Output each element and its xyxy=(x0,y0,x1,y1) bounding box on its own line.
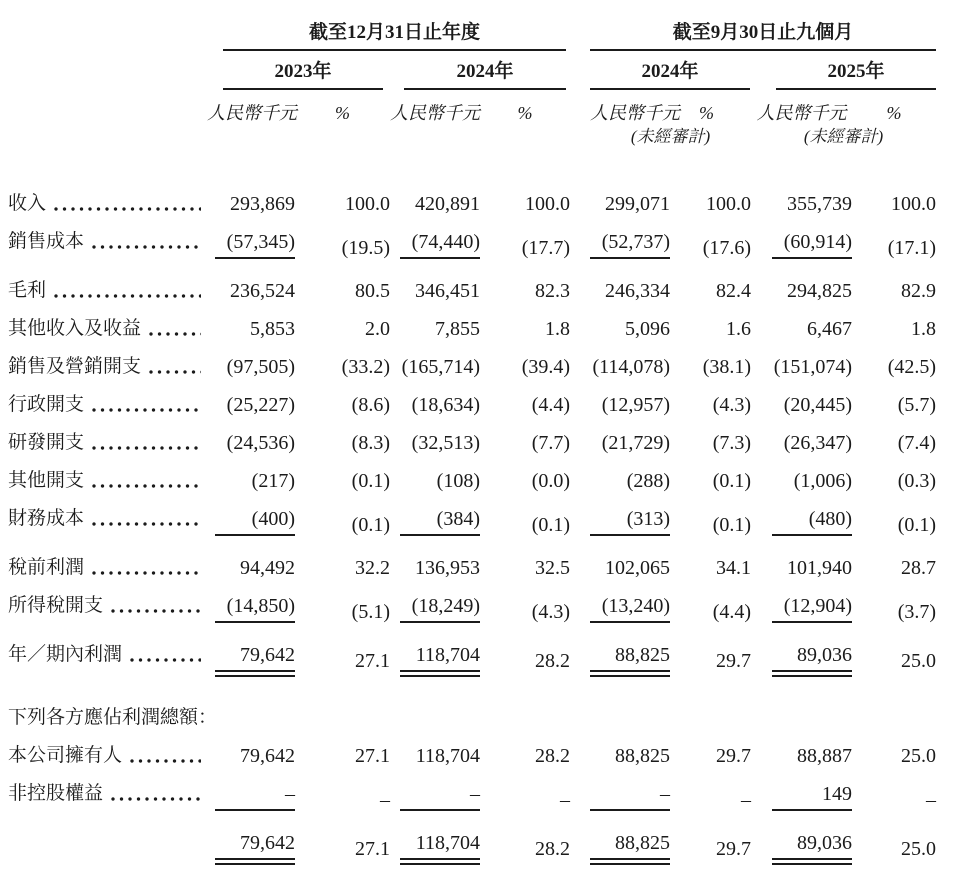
dot-leader xyxy=(92,445,201,451)
dot-leader xyxy=(130,758,201,764)
year-label: 2023年 xyxy=(223,61,383,90)
amount-cell: (14,850) xyxy=(207,587,295,636)
amount-cell: 101,940 xyxy=(787,557,853,579)
column-gutter xyxy=(570,500,590,549)
amount-cell: 88,825 xyxy=(590,824,662,884)
year-label: 2024年 xyxy=(404,61,566,90)
table-row xyxy=(8,636,936,691)
percent-cell: (4.4) xyxy=(531,394,571,416)
amount-cell: 118,704 xyxy=(415,745,480,767)
amount-cell: (26,347) xyxy=(783,432,853,454)
dot-leader xyxy=(92,244,201,250)
percent-cell: (33.2) xyxy=(341,356,390,378)
amount-cell: 346,451 xyxy=(415,280,480,302)
header-spacer xyxy=(8,90,207,124)
percent-cell: (5.7) xyxy=(897,394,937,416)
amount-cell: 94,492 xyxy=(240,557,295,579)
percent-cell: 100.0 xyxy=(525,193,571,215)
percent-cell: 34.1 xyxy=(716,557,752,579)
percent-cell: 32.5 xyxy=(535,557,571,579)
row-label: 非控股權益 xyxy=(8,775,207,818)
percent-cell: (0.1) xyxy=(897,514,937,536)
row-label: 所得稅開支 xyxy=(8,587,207,630)
amount-cell: (151,074) xyxy=(773,356,853,378)
percent-cell: 100.0 xyxy=(345,193,390,215)
amount-cell: (60,914) xyxy=(751,223,852,272)
table-body xyxy=(8,147,936,884)
year-header-2024-interim xyxy=(590,51,751,90)
amount-cell: (165,714) xyxy=(401,356,480,378)
column-gutter xyxy=(570,775,590,824)
column-gutter xyxy=(570,549,590,587)
income-statement-table xyxy=(8,6,936,884)
amount-cell: 420,891 xyxy=(415,193,480,215)
amount-cell: (57,345) xyxy=(207,223,295,272)
dot-leader xyxy=(92,521,201,527)
percent-cell: 1.8 xyxy=(545,318,571,340)
amount-cell: 294,825 xyxy=(787,280,853,302)
table-row xyxy=(8,223,936,272)
percent-cell: (4.4) xyxy=(712,601,752,623)
header-spacer xyxy=(207,124,570,147)
table-row xyxy=(8,824,936,884)
amount-cell: 79,642 xyxy=(240,745,295,767)
percent-cell: (4.3) xyxy=(531,601,571,623)
amount-cell: (97,505) xyxy=(226,356,295,378)
unit-label: 人民幣千元 xyxy=(756,103,847,123)
row-label: 行政開支 xyxy=(8,386,207,424)
amount-cell: 89,036 xyxy=(751,824,852,884)
percent-cell: (0.0) xyxy=(531,470,571,492)
unaudited-header-row xyxy=(8,124,936,147)
unit-label: 人民幣千元 xyxy=(207,103,297,123)
percent-label: % xyxy=(517,103,533,123)
percent-cell: 82.4 xyxy=(716,280,752,302)
table-row xyxy=(8,147,936,223)
amount-cell: (52,737) xyxy=(590,223,662,272)
percent-cell: 28.2 xyxy=(535,745,571,767)
column-gutter xyxy=(570,51,590,90)
row-label: 其他收入及收益 xyxy=(8,310,207,348)
amount-cell: (25,227) xyxy=(226,394,295,416)
table-row xyxy=(8,424,936,462)
column-gutter xyxy=(570,424,590,462)
column-gutter xyxy=(570,124,590,147)
percent-cell: 27.1 xyxy=(355,650,390,672)
percent-cell: – xyxy=(926,789,937,811)
dot-leader xyxy=(130,657,201,663)
amount-cell: 88,887 xyxy=(797,745,853,767)
row-label: 收入 xyxy=(8,147,207,223)
percent-cell: 27.1 xyxy=(355,838,390,860)
row-label: 研發開支 xyxy=(8,424,207,462)
percent-cell: 27.1 xyxy=(355,745,390,767)
period-left-header-cell xyxy=(207,6,570,51)
column-gutter xyxy=(570,310,590,348)
percent-cell: 28.7 xyxy=(901,557,937,579)
amount-cell: (24,536) xyxy=(226,432,295,454)
amount-cell: 149 xyxy=(751,775,852,824)
percent-cell: 1.6 xyxy=(726,318,752,340)
row-label: 其他開支 xyxy=(8,462,207,500)
percent-cell: (3.7) xyxy=(897,601,937,623)
percent-cell: (17.6) xyxy=(702,237,752,259)
amount-cell: 7,855 xyxy=(435,318,480,340)
percent-cell: 25.0 xyxy=(901,745,937,767)
percent-cell: 100.0 xyxy=(706,193,752,215)
dot-leader xyxy=(111,608,201,614)
amount-cell: 5,853 xyxy=(250,318,295,340)
unit-header-row xyxy=(8,90,936,124)
amount-cell: 293,869 xyxy=(230,193,295,215)
percent-cell: (8.6) xyxy=(351,394,390,416)
amount-cell: (21,729) xyxy=(601,432,671,454)
dot-leader xyxy=(92,483,201,489)
row-label: 下列各方應佔利潤總額： xyxy=(8,707,218,728)
percent-cell: 82.3 xyxy=(535,280,571,302)
dot-leader xyxy=(92,570,201,576)
percent-cell: – xyxy=(560,789,571,811)
table-row xyxy=(8,348,936,386)
period-header-row xyxy=(8,6,936,51)
percent-cell: (7.4) xyxy=(897,432,937,454)
dot-leader xyxy=(92,407,201,413)
percent-cell: (0.1) xyxy=(351,470,390,492)
table-row xyxy=(8,272,936,310)
amount-cell: 118,704 xyxy=(390,636,480,691)
column-gutter xyxy=(570,147,590,223)
percent-label: % xyxy=(886,103,902,123)
year-label: 2025年 xyxy=(776,61,936,90)
percent-cell: 25.0 xyxy=(901,650,937,672)
header-spacer xyxy=(8,6,207,51)
percent-cell: (0.1) xyxy=(531,514,571,536)
percent-cell: 29.7 xyxy=(716,745,752,767)
column-gutter xyxy=(570,824,590,884)
percent-cell: (7.7) xyxy=(531,432,571,454)
percent-cell: 28.2 xyxy=(535,650,571,672)
table-row xyxy=(8,775,936,824)
period-right-title: 截至9月30日止九個月 xyxy=(590,22,936,51)
amount-cell: 299,071 xyxy=(605,193,671,215)
amount-cell: 236,524 xyxy=(230,280,295,302)
table-row xyxy=(8,386,936,424)
percent-cell: (19.5) xyxy=(341,237,390,259)
percent-cell: 82.9 xyxy=(901,280,937,302)
row-label: 本公司擁有人 xyxy=(8,737,207,775)
table-row xyxy=(8,462,936,500)
row-label: 稅前利潤 xyxy=(8,549,207,587)
year-header-2023 xyxy=(207,51,390,90)
period-left-title: 截至12月31日止年度 xyxy=(223,22,566,51)
amount-cell: 6,467 xyxy=(807,318,853,340)
amount-cell: (12,957) xyxy=(601,394,671,416)
percent-cell: (5.1) xyxy=(351,601,390,623)
percent-cell: 80.5 xyxy=(355,280,390,302)
table-row xyxy=(8,500,936,549)
column-gutter xyxy=(570,90,590,124)
dot-leader xyxy=(149,331,201,337)
amount-cell: 118,704 xyxy=(390,824,480,884)
amount-cell: (13,240) xyxy=(590,587,662,636)
column-gutter xyxy=(570,272,590,310)
amount-cell: (32,513) xyxy=(411,432,480,454)
percent-label: % xyxy=(699,103,715,123)
percent-cell: 25.0 xyxy=(901,838,937,860)
percent-cell: (42.5) xyxy=(887,356,937,378)
percent-cell: (39.4) xyxy=(521,356,571,378)
unit-label: 人民幣千元 xyxy=(590,103,681,123)
dot-leader xyxy=(149,369,201,375)
year-label: 2024年 xyxy=(590,61,750,90)
column-gutter xyxy=(570,462,590,500)
amount-cell: 89,036 xyxy=(751,636,852,691)
amount-cell: 79,642 xyxy=(207,824,295,884)
amount-cell: (288) xyxy=(626,470,671,492)
row-label xyxy=(8,824,207,856)
column-gutter xyxy=(570,6,590,51)
column-gutter xyxy=(570,386,590,424)
amount-cell: (20,445) xyxy=(783,394,853,416)
percent-cell: (38.1) xyxy=(702,356,752,378)
amount-cell: 88,825 xyxy=(615,745,671,767)
percent-cell: (17.7) xyxy=(521,237,571,259)
amount-cell: 79,642 xyxy=(207,636,295,691)
column-gutter xyxy=(570,348,590,386)
amount-cell: 88,825 xyxy=(590,636,662,691)
unaudited-label: (未經審計) xyxy=(803,127,884,146)
column-gutter xyxy=(570,223,590,272)
amount-cell: (384) xyxy=(390,500,480,549)
amount-cell: 5,096 xyxy=(625,318,671,340)
percent-cell: (17.1) xyxy=(887,237,937,259)
percent-cell: (0.1) xyxy=(712,470,752,492)
amount-cell: (1,006) xyxy=(793,470,853,492)
percent-cell: 32.2 xyxy=(355,557,390,579)
amount-cell: – xyxy=(390,775,480,824)
amount-cell: (74,440) xyxy=(390,223,480,272)
amount-cell: – xyxy=(590,775,662,824)
table-row xyxy=(8,587,936,636)
amount-cell: (108) xyxy=(436,470,480,492)
header-spacer xyxy=(8,124,207,147)
amount-cell: (217) xyxy=(251,470,295,492)
year-header-2025-interim xyxy=(751,51,936,90)
row-label: 年／期內利潤 xyxy=(8,636,207,685)
table-row xyxy=(8,691,936,737)
amount-cell: (313) xyxy=(590,500,662,549)
percent-cell: – xyxy=(741,789,752,811)
percent-cell: 1.8 xyxy=(911,318,937,340)
amount-cell: (480) xyxy=(751,500,852,549)
unaudited-label: (未經審計) xyxy=(630,127,711,146)
percent-cell: 29.7 xyxy=(716,838,752,860)
amount-cell: 246,334 xyxy=(605,280,671,302)
percent-cell: (8.3) xyxy=(351,432,390,454)
percent-cell: (0.3) xyxy=(897,470,937,492)
percent-label: % xyxy=(335,103,350,123)
amount-cell: (114,078) xyxy=(592,356,671,378)
row-label: 銷售及營銷開支 xyxy=(8,348,207,386)
dot-leader xyxy=(54,206,201,212)
percent-cell: 28.2 xyxy=(535,838,571,860)
row-label: 毛利 xyxy=(8,272,207,310)
table-row xyxy=(8,737,936,775)
amount-cell: (18,634) xyxy=(411,394,480,416)
table-row xyxy=(8,549,936,587)
dot-leader xyxy=(111,796,201,802)
percent-cell: 100.0 xyxy=(891,193,937,215)
percent-cell: (0.1) xyxy=(351,514,390,536)
amount-cell: (18,249) xyxy=(390,587,480,636)
percent-cell: 2.0 xyxy=(365,318,390,340)
percent-cell: (7.3) xyxy=(712,432,752,454)
percent-cell: 29.7 xyxy=(716,650,752,672)
row-label: 銷售成本 xyxy=(8,223,207,266)
dot-leader xyxy=(54,293,201,299)
percent-cell: (4.3) xyxy=(712,394,752,416)
period-right-header-cell xyxy=(590,6,936,51)
amount-cell: 102,065 xyxy=(605,557,671,579)
year-header-2024 xyxy=(390,51,570,90)
amount-cell: 136,953 xyxy=(415,557,480,579)
amount-cell: 355,739 xyxy=(787,193,853,215)
column-gutter xyxy=(570,636,590,691)
unit-label: 人民幣千元 xyxy=(390,103,480,123)
percent-cell: – xyxy=(380,789,390,811)
table-row xyxy=(8,310,936,348)
column-gutter xyxy=(570,737,590,775)
column-gutter xyxy=(570,587,590,636)
header-spacer xyxy=(8,51,207,90)
amount-cell: (12,904) xyxy=(751,587,852,636)
row-label: 財務成本 xyxy=(8,500,207,543)
year-header-row xyxy=(8,51,936,90)
percent-cell: (0.1) xyxy=(712,514,752,536)
amount-cell: (400) xyxy=(207,500,295,549)
amount-cell: – xyxy=(207,775,295,824)
